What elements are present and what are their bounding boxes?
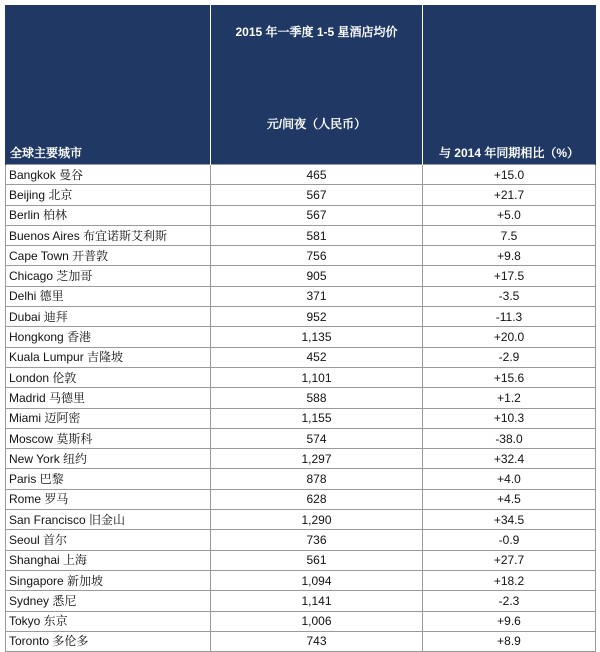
header-blank-right (423, 5, 596, 97)
change-cell: +17.5 (423, 266, 596, 286)
price-cell: 567 (211, 185, 423, 205)
price-cell: 1,297 (211, 449, 423, 469)
table-row (6, 165, 596, 185)
city-cell: London 伦敦 (6, 367, 211, 387)
change-cell: -11.3 (423, 307, 596, 327)
city-cell: Miami 迈阿密 (6, 408, 211, 428)
table-row (6, 510, 596, 530)
city-cell: Buenos Aires 布宜诺斯艾利斯 (6, 225, 211, 245)
header-title-cell (211, 5, 423, 97)
change-cell: +18.2 (423, 570, 596, 590)
table-row (6, 550, 596, 570)
city-cell: Beijing 北京 (6, 185, 211, 205)
price-cell: 952 (211, 307, 423, 327)
table-row (6, 388, 596, 408)
table-row (6, 347, 596, 367)
table-row (6, 327, 596, 347)
table-row (6, 631, 596, 651)
price-cell: 452 (211, 347, 423, 367)
price-cell: 756 (211, 246, 423, 266)
change-cell: -2.9 (423, 347, 596, 367)
hotel-price-table (5, 5, 596, 652)
price-cell: 1,141 (211, 591, 423, 611)
table-row (6, 469, 596, 489)
header-price: 元/间夜（人民币） (211, 97, 423, 165)
price-cell: 581 (211, 225, 423, 245)
price-cell: 1,135 (211, 327, 423, 347)
change-cell: -3.5 (423, 286, 596, 306)
city-cell: Sydney 悉尼 (6, 591, 211, 611)
change-cell: +1.2 (423, 388, 596, 408)
city-cell: Kuala Lumpur 吉隆坡 (6, 347, 211, 367)
table-row (6, 246, 596, 266)
change-cell: +15.0 (423, 165, 596, 185)
change-cell: +15.6 (423, 367, 596, 387)
change-cell: +9.6 (423, 611, 596, 631)
price-cell: 736 (211, 530, 423, 550)
table-row (6, 225, 596, 245)
change-cell: +34.5 (423, 510, 596, 530)
city-cell: Dubai 迪拜 (6, 307, 211, 327)
change-cell: +32.4 (423, 449, 596, 469)
city-cell: Hongkong 香港 (6, 327, 211, 347)
table-row (6, 367, 596, 387)
city-cell: Shanghai 上海 (6, 550, 211, 570)
change-cell: +8.9 (423, 631, 596, 651)
price-cell: 574 (211, 428, 423, 448)
table-row (6, 611, 596, 631)
city-cell: Delhi 德里 (6, 286, 211, 306)
table-row (6, 307, 596, 327)
table-row (6, 530, 596, 550)
change-cell: -2.3 (423, 591, 596, 611)
change-cell: 7.5 (423, 225, 596, 245)
table-row (6, 185, 596, 205)
header-city: 全球主要城市 (6, 97, 211, 165)
city-cell: Chicago 芝加哥 (6, 266, 211, 286)
table-row (6, 591, 596, 611)
table-row (6, 570, 596, 590)
table-row (6, 286, 596, 306)
table-row (6, 449, 596, 469)
change-cell: +21.7 (423, 185, 596, 205)
price-cell: 465 (211, 165, 423, 185)
change-cell: +9.8 (423, 246, 596, 266)
table-row (6, 408, 596, 428)
price-cell: 1,101 (211, 367, 423, 387)
city-cell: San Francisco 旧金山 (6, 510, 211, 530)
city-cell: Cape Town 开普敦 (6, 246, 211, 266)
price-cell: 371 (211, 286, 423, 306)
city-cell: Rome 罗马 (6, 489, 211, 509)
price-cell: 588 (211, 388, 423, 408)
table-row (6, 489, 596, 509)
hotel-price-table-container (5, 5, 595, 652)
change-cell: +20.0 (423, 327, 596, 347)
price-cell: 905 (211, 266, 423, 286)
city-cell: Toronto 多伦多 (6, 631, 211, 651)
city-cell: Moscow 莫斯科 (6, 428, 211, 448)
change-cell: +27.7 (423, 550, 596, 570)
city-cell: Berlin 柏林 (6, 205, 211, 225)
header-blank-left (6, 5, 211, 97)
city-cell: Bangkok 曼谷 (6, 165, 211, 185)
table-row (6, 205, 596, 225)
table-row (6, 266, 596, 286)
table-row (6, 428, 596, 448)
change-cell: -38.0 (423, 428, 596, 448)
price-cell: 1,094 (211, 570, 423, 590)
price-cell: 567 (211, 205, 423, 225)
price-cell: 1,290 (211, 510, 423, 530)
table-title: 2015 年一季度 1-5 星酒店均价 (235, 24, 398, 39)
city-cell: Seoul 首尔 (6, 530, 211, 550)
city-cell: Paris 巴黎 (6, 469, 211, 489)
change-cell: +4.0 (423, 469, 596, 489)
city-cell: New York 纽约 (6, 449, 211, 469)
price-cell: 878 (211, 469, 423, 489)
change-cell: +5.0 (423, 205, 596, 225)
table-header (6, 5, 596, 165)
city-cell: Madrid 马德里 (6, 388, 211, 408)
header-change: 与 2014 年同期相比（%） (423, 97, 596, 165)
price-cell: 1,155 (211, 408, 423, 428)
change-cell: -0.9 (423, 530, 596, 550)
city-cell: Singapore 新加坡 (6, 570, 211, 590)
change-cell: +10.3 (423, 408, 596, 428)
change-cell: +4.5 (423, 489, 596, 509)
price-cell: 561 (211, 550, 423, 570)
price-cell: 1,006 (211, 611, 423, 631)
table-body (6, 165, 596, 652)
price-cell: 743 (211, 631, 423, 651)
city-cell: Tokyo 东京 (6, 611, 211, 631)
price-cell: 628 (211, 489, 423, 509)
